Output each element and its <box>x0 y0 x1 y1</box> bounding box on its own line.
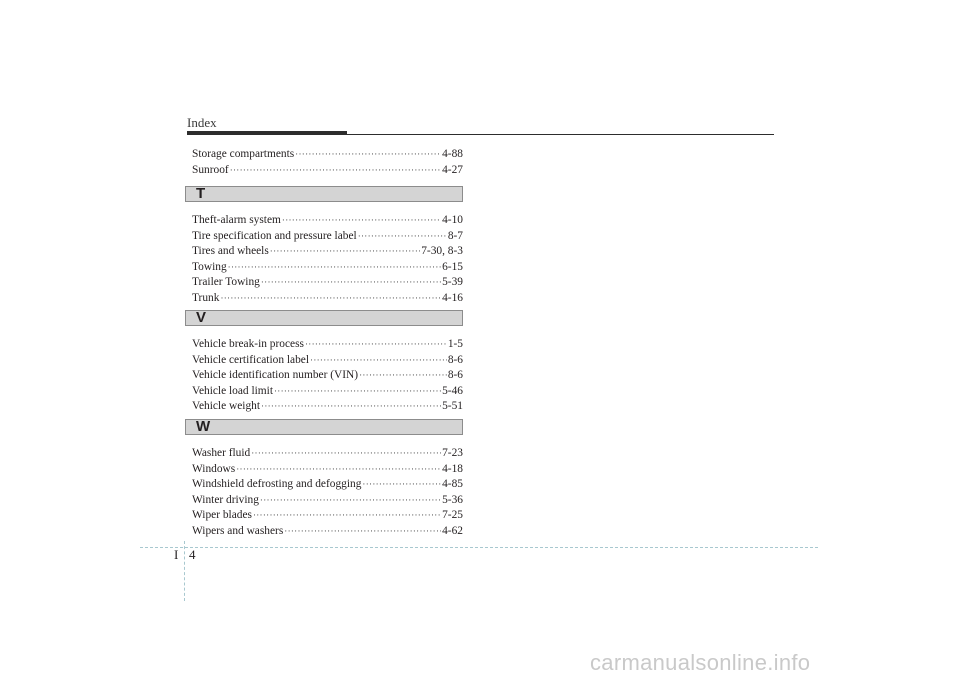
dot-leader <box>270 245 420 257</box>
entry-page: 7-30, 8-3 <box>421 245 463 258</box>
section-header-v <box>185 310 463 326</box>
index-entry <box>192 524 463 540</box>
index-entry <box>192 275 463 291</box>
entry-term: Sunroof <box>192 163 229 176</box>
index-entry <box>192 353 463 369</box>
index-entry <box>192 244 463 260</box>
entry-page: 8-6 <box>447 369 463 382</box>
index-group-w <box>192 446 463 540</box>
entry-page: 5-39 <box>442 276 463 289</box>
index-entry <box>192 229 463 245</box>
entry-term: Washer fluid <box>192 447 251 459</box>
dot-leader <box>261 400 441 412</box>
entry-page: 7-25 <box>442 509 463 522</box>
section-header-t <box>185 186 463 202</box>
header-rule <box>187 134 774 135</box>
entry-page: 4-10 <box>442 214 463 226</box>
entry-term: Trunk <box>192 291 220 304</box>
entry-page: 6-15 <box>442 260 463 273</box>
index-group-s <box>192 147 463 178</box>
dot-leader <box>358 230 447 242</box>
entry-term: Vehicle weight <box>192 400 261 413</box>
entry-term: Towing <box>192 260 227 273</box>
section-letter: W <box>196 418 211 435</box>
entry-page: 8-6 <box>447 353 463 366</box>
index-entry <box>192 384 463 400</box>
page-title: Index <box>187 115 217 130</box>
index-entry <box>192 291 463 307</box>
dot-leader <box>230 164 441 176</box>
entry-term: Theft-alarm system <box>192 214 281 226</box>
entry-page: 7-23 <box>442 447 463 459</box>
index-entry <box>192 462 463 478</box>
footer-divider <box>140 547 818 548</box>
index-group-t <box>192 213 463 307</box>
dot-leader <box>305 338 447 350</box>
entry-term: Windows <box>192 462 236 475</box>
entry-page: 4-16 <box>442 291 463 304</box>
watermark: carmanualsonline.info <box>590 650 811 675</box>
index-entry <box>192 147 463 163</box>
dot-leader <box>295 148 441 160</box>
section-letter: V <box>196 309 207 326</box>
entry-term: Tire specification and pressure label <box>192 229 357 242</box>
entry-term: Vehicle load limit <box>192 384 273 397</box>
entry-page: 4-88 <box>442 148 463 160</box>
index-entry <box>192 260 463 276</box>
footer-section-label: I <box>174 547 179 562</box>
entry-term: Vehicle break-in process <box>192 338 304 350</box>
entry-term: Vehicle certification label <box>192 353 310 366</box>
entry-term: Windshield defrosting and defogging <box>192 478 362 491</box>
index-group-v <box>192 337 463 415</box>
dot-leader <box>284 525 441 537</box>
entry-page: 5-36 <box>442 493 463 506</box>
dot-leader <box>220 292 441 304</box>
dot-leader <box>274 385 441 397</box>
dot-leader <box>236 463 441 475</box>
index-entry <box>192 508 463 524</box>
index-entry <box>192 213 463 229</box>
index-entry <box>192 337 463 353</box>
entry-page: 4-27 <box>442 163 463 176</box>
entry-page: 4-85 <box>442 478 463 491</box>
entry-term: Trailer Towing <box>192 276 260 289</box>
entry-page: 8-7 <box>447 229 463 242</box>
index-entry <box>192 399 463 415</box>
entry-term: Wiper blades <box>192 509 252 522</box>
section-letter: T <box>196 185 206 202</box>
entry-term: Vehicle identification number (VIN) <box>192 369 359 382</box>
footer-vertical-divider <box>184 541 185 601</box>
dot-leader <box>362 478 441 490</box>
footer-page-number: 4 <box>189 547 196 562</box>
dot-leader <box>260 494 441 506</box>
section-header-w <box>185 419 463 435</box>
index-entry <box>192 163 463 179</box>
index-entry <box>192 446 463 462</box>
entry-page: 1-5 <box>447 338 463 350</box>
dot-leader <box>261 276 441 288</box>
entry-page: 5-46 <box>442 384 463 397</box>
entry-term: Winter driving <box>192 493 259 506</box>
index-entry <box>192 477 463 493</box>
entry-term: Storage compartments <box>192 148 295 160</box>
dot-leader <box>253 509 441 521</box>
index-entry <box>192 368 463 384</box>
dot-leader <box>228 261 441 273</box>
dot-leader <box>359 369 447 381</box>
entry-page: 4-18 <box>442 462 463 475</box>
dot-leader <box>251 447 441 459</box>
entry-page: 4-62 <box>442 524 463 537</box>
entry-term: Tires and wheels <box>192 245 269 258</box>
entry-page: 5-51 <box>442 400 463 413</box>
index-entry <box>192 493 463 509</box>
dot-leader <box>282 214 441 226</box>
dot-leader <box>310 354 447 366</box>
entry-term: Wipers and washers <box>192 524 284 537</box>
